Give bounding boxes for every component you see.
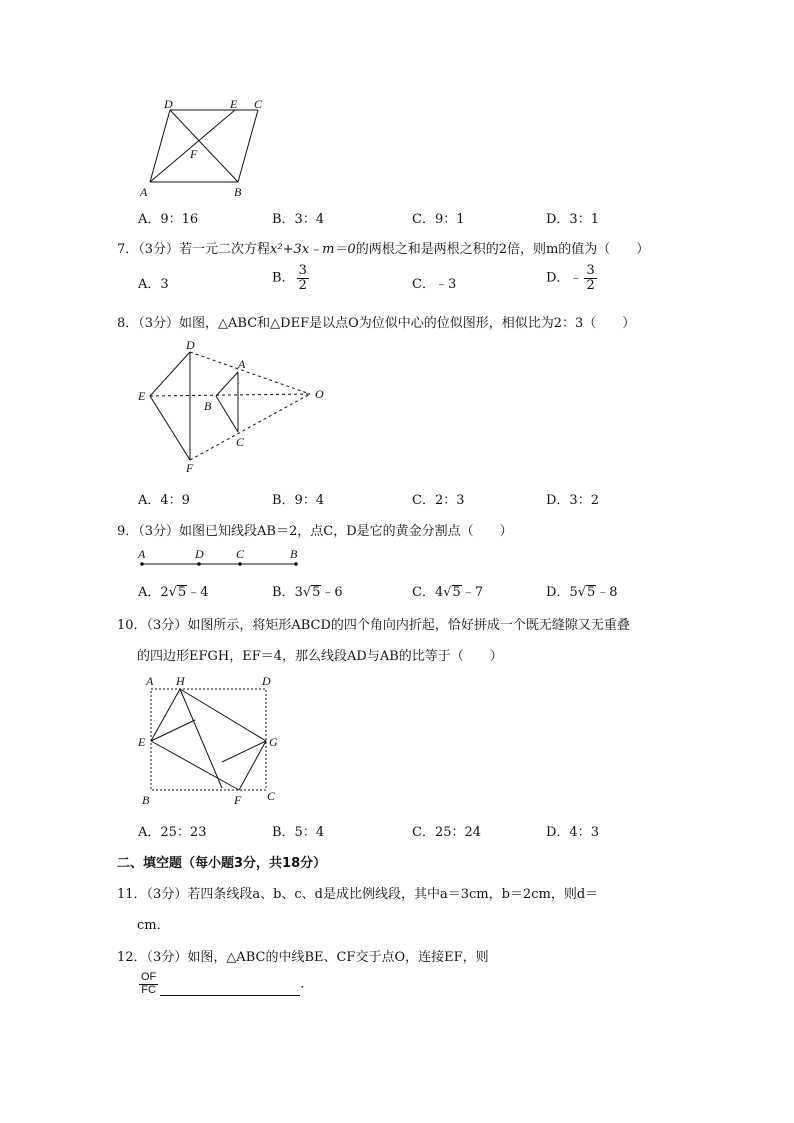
- sqrt-icon: √: [443, 585, 452, 600]
- option-tail: ﹣8: [596, 585, 618, 600]
- fig10-label-e: E: [138, 735, 146, 749]
- q6-option-c[interactable]: C．9：1: [412, 212, 465, 227]
- fraction-numerator: 3: [298, 263, 307, 278]
- coefficient: 2: [160, 585, 169, 600]
- fig6-label-a: A: [140, 185, 148, 199]
- q7-option-d[interactable]: [546, 264, 599, 292]
- fraction-denominator: 2: [586, 277, 595, 293]
- option-tail: ﹣4: [187, 585, 209, 600]
- option-prefix: A．: [138, 585, 161, 600]
- fig10-label-c: C: [267, 789, 276, 803]
- q11-stem-line2: cm．: [137, 918, 170, 933]
- q7-option-d-fraction: [584, 264, 596, 292]
- fig8-label-d: D: [186, 338, 195, 352]
- q12-answer-line: [137, 972, 313, 996]
- fig8-label-c: C: [236, 435, 245, 449]
- fig6-label-b: B: [234, 185, 242, 199]
- q7-option-c[interactable]: C．﹣3: [412, 277, 457, 292]
- fig6-label-c: C: [254, 97, 263, 111]
- q7-equation: x²+3x﹣m＝0: [270, 242, 356, 257]
- fraction-numerator: 3: [586, 263, 595, 278]
- option-prefix: D．: [546, 585, 570, 600]
- q10-stem-line2: 的四边形EFGH，EF＝4，那么线段AD与AB的比等于（ ）: [137, 649, 503, 664]
- fraction-denominator: FC: [141, 983, 156, 996]
- q7-text-pre: 7．（3分）若一元二次方程: [117, 242, 271, 257]
- q12-stem-line1: 12．（3分）如图，△ABC的中线BE、CF交于点O，连接EF，则: [117, 950, 489, 965]
- fraction-denominator: 2: [298, 277, 307, 293]
- fig10-label-b: B: [142, 793, 150, 807]
- q7-text-post: 的两根之和是两根之积的2倍，则m的值为（ ）: [355, 242, 650, 257]
- fig10-label-d: D: [262, 674, 271, 688]
- q8-stem: 8．（3分）如图，△ABC和△DEF是以点O为位似中心的位似图形，相似比为2：3（ ）: [117, 316, 636, 331]
- q10-option-a[interactable]: A．25：23: [138, 825, 207, 840]
- fig9-label-c: C: [236, 547, 245, 561]
- q10-option-d[interactable]: D．4：3: [546, 825, 599, 840]
- q7-option-d-prefix: D．﹣: [546, 270, 583, 286]
- fig10-label-g: G: [269, 735, 278, 749]
- q10-option-b[interactable]: B．5：4: [272, 825, 325, 840]
- sqrt-icon: √: [302, 585, 312, 600]
- option-prefix: C．: [412, 585, 435, 600]
- fig8-label-a: A: [238, 357, 246, 371]
- q12-answer-blank[interactable]: [160, 983, 300, 996]
- q8-option-a[interactable]: A．4：9: [138, 493, 190, 508]
- folded-rectangle-figure: [138, 672, 288, 808]
- fig6-label-e: E: [230, 97, 238, 111]
- fig10-label-a: A: [146, 674, 154, 688]
- option-tail: ﹣7: [461, 585, 484, 600]
- q6-option-a[interactable]: A．9：16: [138, 212, 199, 227]
- fig8-label-b: B: [204, 399, 212, 413]
- q6-option-d[interactable]: D．3：1: [546, 212, 599, 227]
- q7-option-b[interactable]: [272, 264, 311, 292]
- fig8-label-o: O: [315, 387, 324, 401]
- fig9-label-a: A: [138, 547, 146, 561]
- q9-option-a[interactable]: [138, 581, 209, 600]
- q7-option-a[interactable]: A．3: [138, 277, 169, 292]
- option-tail: ﹣6: [321, 585, 343, 600]
- radicand: 5: [312, 585, 321, 600]
- segment-figure: [134, 544, 314, 568]
- q7-option-b-fraction: [297, 264, 309, 292]
- fig10-label-f: F: [234, 793, 242, 807]
- homothety-figure: [134, 334, 334, 474]
- sqrt-icon: √: [577, 585, 587, 600]
- radicand: 5: [587, 585, 596, 600]
- fig6-label-f: F: [190, 147, 198, 161]
- section-heading-fill-in: 二、填空题（每小题3分，共18分）: [117, 856, 327, 871]
- fig6-label-d: D: [164, 97, 173, 111]
- q9-option-d[interactable]: [546, 581, 618, 600]
- q9-option-b[interactable]: [272, 581, 343, 600]
- coefficient: 4: [434, 585, 444, 600]
- q7-stem: [117, 238, 649, 257]
- fig9-label-b: B: [290, 547, 298, 561]
- coefficient: 5: [569, 585, 578, 600]
- fig10-label-h: H: [176, 674, 185, 688]
- option-prefix: B．: [272, 585, 295, 600]
- q11-stem-line1: 11．（3分）若四条线段a、b、c、d是成比例线段，其中a＝3cm，b＝2cm，则d＝: [117, 887, 599, 902]
- q10-option-c[interactable]: C．25：24: [412, 825, 482, 840]
- q8-option-c[interactable]: C．2：3: [412, 493, 465, 508]
- sqrt-icon: √: [168, 585, 177, 600]
- q12-tail: ．: [300, 976, 314, 992]
- fig8-label-e: E: [138, 389, 146, 403]
- q10-stem-line1: 10．（3分）如图所示，将矩形ABCD的四个角向内折起，恰好拼成一个既无缝隙又无重叠: [117, 618, 630, 633]
- parallelogram-figure: [140, 96, 280, 200]
- q8-option-d[interactable]: D．3：2: [546, 493, 599, 508]
- q9-option-c[interactable]: [412, 581, 483, 600]
- q7-option-b-prefix: B．: [272, 270, 295, 286]
- fraction-numerator: OF: [141, 971, 157, 983]
- coefficient: 3: [294, 585, 303, 600]
- q12-fraction: [139, 972, 158, 996]
- q6-option-b[interactable]: B．3：4: [272, 212, 325, 227]
- radicand: 5: [452, 585, 461, 600]
- fig8-label-f: F: [186, 461, 194, 474]
- fig9-label-d: D: [195, 547, 204, 561]
- q9-stem: 9．（3分）如图已知线段AB＝2，点C，D是它的黄金分割点（ ）: [117, 524, 513, 539]
- q8-option-b[interactable]: B．9：4: [272, 493, 325, 508]
- radicand: 5: [177, 585, 187, 600]
